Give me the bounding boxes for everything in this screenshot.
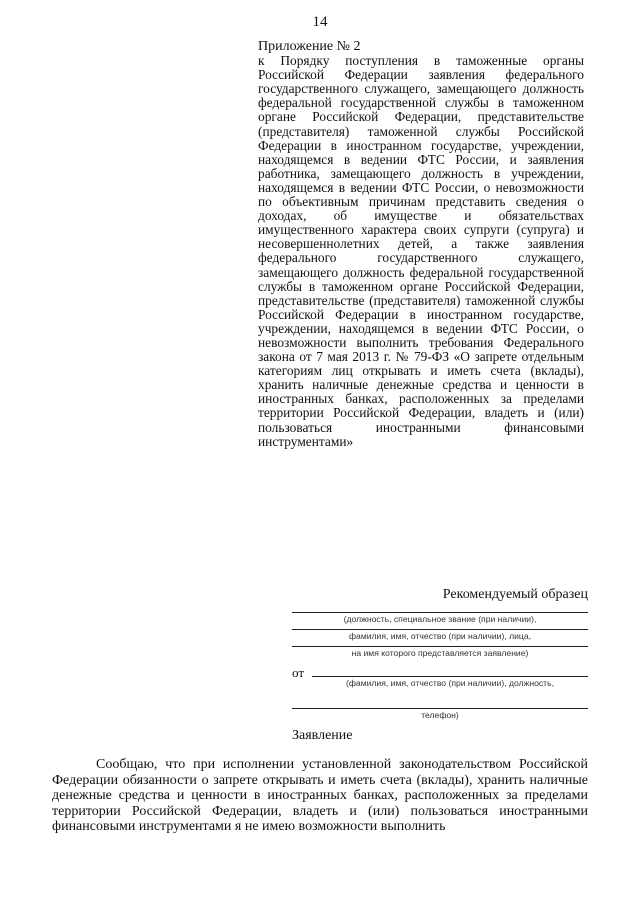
applicant-phone-field: телефон) — [292, 708, 588, 720]
addressee-name-field: фамилия, имя, отчество (при наличии), лица, — [292, 629, 588, 641]
sample-label: Рекомендуемый образец — [442, 587, 588, 602]
appendix-text: к Порядку поступления в таможенные органы Российской Федерации заявления федерального государственного служащего, замещающего должность федеральной государственной службы в таможенном органе Российской Федерации, представительстве (представителя) таможенной службы Российской Федерации в иностранном государстве, учреждении, находящемся в ведении ФТС России, и заявления работника, замещающего должность в учреждении, находящемся в ведении ФТС России, о невозможности по объективным причинам представить сведения о доходах, об имуществе и обязательствах имущественного характера своих супруги (супруга) и несовершеннолетних детей, а также заявления федерального государственного служащего, замещающего должность федеральной государственной службы в таможенном органе Российской Федерации, представительстве (представителя) таможенной службы Российской Федерации в иностранном государстве, учреждении, находящемся в ведении ФТС России, о невозможности выполнить требования Федерального закона от 7 мая 2013 г. № 79-ФЗ «О запрете отдельным категориям лиц открывать и иметь счета (вклады), хранить наличные денежные средства и ценности в иностранных банках, расположенных за пределами территории Российской Федерации, владеть и (или) пользоваться иностранными финансовыми инструментами» — [258, 53, 584, 449]
addressee-note-field: на имя которого представляется заявление) — [292, 646, 588, 658]
statement-body: Сообщаю, что при исполнении установленной законодательством Российской Федерации обязанности о запрете открывать и иметь счета (вклады), хранить наличные денежные средства и ценности в иностранных банках, расположенных за пределами территории Российской Федерации, владеть и (или) пользоваться иностранными финансовыми инструментами я не имею возможности выполнить — [52, 757, 588, 834]
appendix-block — [258, 40, 584, 449]
statement-title: Заявление — [292, 728, 353, 743]
addressee-position-field: (должность, специальное звание (при наличии), — [292, 612, 588, 624]
page-number: 14 — [312, 14, 328, 30]
appendix-title: Приложение № 2 — [258, 39, 361, 54]
from-label: от — [292, 665, 305, 680]
applicant-name-field: (фамилия, имя, отчество (при наличии), должность, — [312, 676, 588, 688]
